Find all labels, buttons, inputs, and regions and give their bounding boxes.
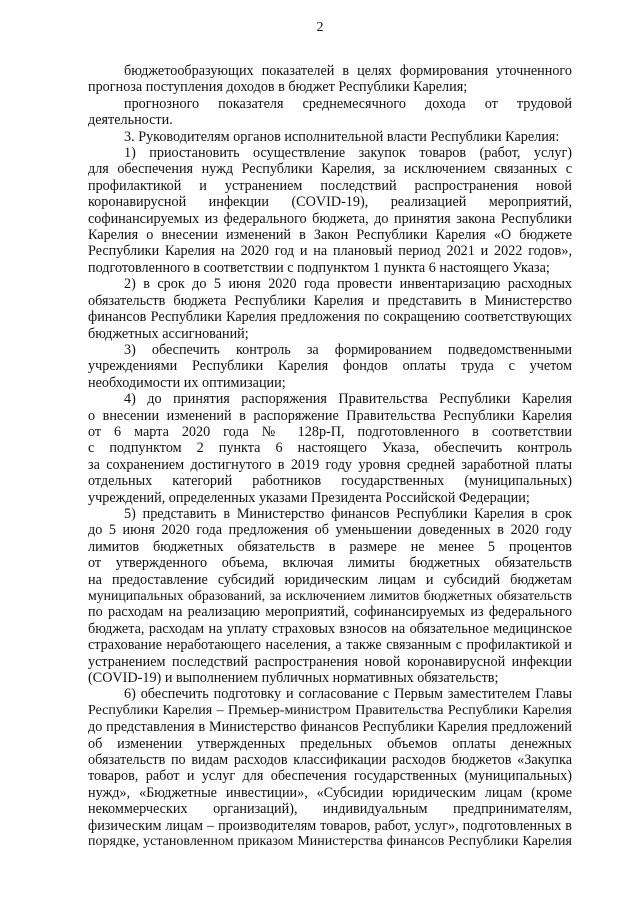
text-line: учреждениями Республики Карелия фондов оплаты труда с учетом bbox=[88, 358, 572, 375]
text-line: некоммерческих организаций), индивидуальным предпринимателям, bbox=[88, 801, 572, 818]
text-line: до 5 июня 2020 года предложения об уменьшении доведенных в 2020 году bbox=[88, 522, 572, 539]
text-line: Республики Карелия – Премьер-министром Правительства Республики Карелия bbox=[88, 702, 572, 718]
text-line: лимитов бюджетных обязательств в размере не менее 5 процентов bbox=[88, 538, 572, 555]
text-line: на предоставление субсидий юридическим лицам и субсидий бюджетам bbox=[88, 571, 572, 588]
text-line: от утвержденного объема, включая лимиты бюджетных обязательств bbox=[88, 555, 572, 572]
text-line: софинансируемых из федерального бюджета, до принятия закона Республики bbox=[88, 210, 572, 227]
text-line: за сохранением достигнутого в 2019 году уровня средней заработной платы bbox=[88, 456, 572, 473]
text-line: порядке, установленном приказом Министерства финансов Республики Карелия bbox=[88, 834, 572, 850]
text-line: устранением последствий распространения новой коронавирусной инфекции bbox=[88, 653, 572, 670]
text-line: бюджета, расходам на уплату страховых взносов на обязательное медицинское bbox=[88, 620, 572, 637]
text-line: физическим лицам – производителям товаров, работ, услуг», подготовленных в bbox=[88, 817, 572, 834]
text-line: с подпунктом 2 пункта 6 настоящего Указа, обеспечить контроль bbox=[88, 440, 572, 457]
text-line: бюджетных ассигнований; bbox=[88, 325, 249, 342]
text-line: 5) представить в Министерство финансов Республики Карелия в срок bbox=[124, 505, 572, 522]
text-line: Республики Карелия на 2020 год и на плановый период 2021 и 2022 годов», bbox=[88, 243, 572, 260]
text-line: финансов Республики Карелия предложения по сокращению соответствующих bbox=[88, 309, 572, 326]
text-line: о внесении изменений в распоряжение Правительства Республики Карелия bbox=[88, 407, 572, 424]
text-line: Карелия о внесении изменений в Закон Республики Карелия «О бюджете bbox=[88, 227, 572, 244]
text-line: товаров, работ и услуг для обеспечения государственных (муниципальных) bbox=[88, 768, 572, 785]
text-line: отдельных категорий работников государственных (муниципальных) bbox=[88, 473, 572, 490]
text-line: 1) приостановить осуществление закупок товаров (работ, услуг) bbox=[124, 145, 572, 162]
text-line: муниципальных образований, за исключением лимитов бюджетных обязательств bbox=[88, 588, 572, 603]
text-line: 3) обеспечить контроль за формированием подведомственными bbox=[124, 341, 572, 358]
document-body bbox=[88, 63, 572, 851]
text-line: для обеспечения нужд Республики Карелия, за исключением связанных с bbox=[88, 161, 572, 178]
text-line: учреждений, определенных указами Президента Российской Федерации; bbox=[88, 489, 530, 506]
text-line: необходимости их оптимизации; bbox=[88, 374, 286, 391]
text-line: обязательств по видам расходов классификации расходов бюджетов «Закупка bbox=[88, 752, 572, 769]
text-line: подготовленного в соответствии с подпунктом 1 пункта 6 настоящего Указа; bbox=[88, 259, 550, 276]
text-line: по расходам на реализацию мероприятий, софинансируемых из федерального bbox=[88, 604, 572, 621]
text-line: 4) до принятия распоряжения Правительства Республики Карелия bbox=[124, 391, 572, 408]
text-line: до представления в Министерство финансов Республики Карелия предложений bbox=[88, 719, 572, 736]
text-line: обязательств бюджета Республики Карелия и представить в Министерство bbox=[88, 292, 572, 309]
text-line: бюджетообразующих показателей в целях формирования уточненного bbox=[124, 63, 572, 79]
text-line: об изменении утвержденных предельных объемов оплаты денежных bbox=[88, 735, 572, 752]
text-line: деятельности. bbox=[88, 112, 173, 129]
text-line: страхование неработающего населения, а также связанным с профилактикой и bbox=[88, 637, 572, 654]
text-line: от 6 марта 2020 года № 128р-П, подготовленного в соответствии bbox=[88, 423, 572, 440]
text-line: прогноза поступления доходов в бюджет Республики Карелия; bbox=[88, 79, 468, 96]
text-line: 3. Руководителям органов исполнительной власти Республики Карелия: bbox=[124, 128, 560, 145]
text-line: нужд», «Бюджетные инвестиции», «Субсидии юридическим лицам (кроме bbox=[88, 784, 572, 801]
text-line: профилактикой и устранением последствий распространения новой bbox=[88, 177, 572, 194]
text-line: (COVID-19) и выполнением публичных нормативных обязательств; bbox=[88, 670, 499, 687]
text-line: 2) в срок до 5 июня 2020 года провести инвентаризацию расходных bbox=[124, 276, 572, 293]
text-line: прогнозного показателя среднемесячного дохода от трудовой bbox=[124, 95, 572, 112]
text-line: 6) обеспечить подготовку и согласование с Первым заместителем Главы bbox=[124, 686, 572, 703]
text-line: коронавирусной инфекции (COVID-19), реализацией мероприятий, bbox=[88, 194, 572, 211]
page-number: 2 bbox=[316, 20, 324, 35]
